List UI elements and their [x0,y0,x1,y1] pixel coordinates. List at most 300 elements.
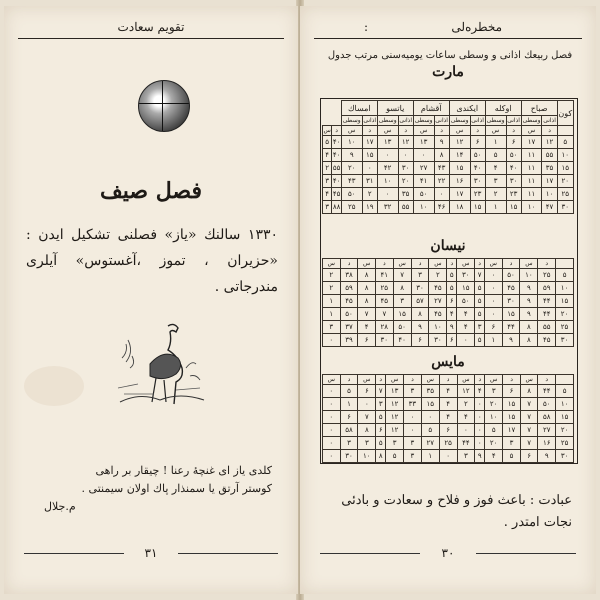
table-cell: ۱ [485,334,502,347]
unit-cell: س [358,375,376,385]
table-cell: ۰ [323,437,341,450]
table-cell: ۳ [323,201,332,214]
table-cell: ۶ [439,424,457,437]
table-cell: ۶ [520,450,537,463]
table-cell: ۱۵ [503,411,521,424]
unit-cell: د [503,375,521,385]
table-cell: ۹ [538,450,556,463]
table-cell: ۰ [485,282,502,295]
table-cell: ۴۱ [375,269,393,282]
table-cell: ۱ [340,398,358,411]
table-cell: ۲۵ [341,201,362,214]
table-cell: ۶ [470,136,485,149]
table-title: فصل ربیعك اذانی و وسطی ساعات يومیه‌سنی مرتب جدول [327,50,573,61]
table-cell: ۱۶ [538,437,556,450]
unit-cell: د [439,375,457,385]
table-cell: ۱۰ [413,201,434,214]
table-cell: ۴۵ [340,295,358,308]
table-cell: ۱ [485,136,506,149]
unit-cell: د [538,259,556,269]
table-cell: ۴۰ [470,162,485,175]
table-cell: ۵۰ [340,308,358,321]
table-cell: ۵ [485,424,503,437]
table-cell: ۴۶ [434,201,449,214]
poem-block [34,462,272,516]
table-cell: ۵ [557,136,573,149]
column-header: امساك [341,101,377,116]
table-cell: ۴۴ [538,308,556,321]
right-header-rule [314,38,582,39]
table-cell: ۰ [485,295,502,308]
table-cell: ۴ [439,385,457,398]
table-cell: ۴۵ [502,282,520,295]
table-cell: ۶ [447,334,457,347]
table-cell: ۳۸ [340,269,358,282]
table-cell: ۸ [358,295,375,308]
table-cell: ۸ [358,282,375,295]
table-cell: ۱ [323,295,341,308]
table-cell: ۸ [358,269,375,282]
table-cell: ۱۵ [556,295,574,308]
table-cell: ۲۸ [375,321,393,334]
column-header: آقشام [413,101,449,116]
table-cell: ۰ [475,398,485,411]
season-title: فصل صیف [99,178,202,204]
table-row [323,437,574,450]
table-cell: ۱۰ [341,136,362,149]
table-row [323,385,574,398]
unit-cell: د [411,259,429,269]
unit-cell: د [434,126,449,136]
table-row [323,424,574,437]
unit-cell: س [323,127,331,134]
table-cell: ۵ [376,437,386,450]
table-cell: ۰ [421,411,439,424]
table-cell: ۲۵ [439,437,457,450]
unit-cell: د [404,375,422,385]
table-cell: ۱۵ [362,149,377,162]
sub-label: اذانی [507,117,520,124]
table-cell: ۵ [556,385,574,398]
unit-cell: د [475,259,485,269]
table-cell: ۳ [393,295,411,308]
table-row [323,398,574,411]
table-cell: ۱۲ [457,385,475,398]
crane-illustration-icon [116,318,206,406]
table-cell: ۵ [447,269,457,282]
table-cell: ۴ [323,149,332,162]
table-row [323,282,574,295]
table-cell: ۲۳ [470,188,485,201]
table-cell: ۰ [362,162,377,175]
poem-line: كلدی یاز ای غنچهٔ رعنا ! چیقار بر راهی [95,464,272,477]
table-cell: ۴۳ [434,162,449,175]
table-cell: ۴۴ [502,321,520,334]
sub-label: وسطی [450,117,469,124]
table-cell: ۵۰ [470,149,485,162]
unit-cell [556,259,574,269]
table-cell: ۷ [393,269,411,282]
table-cell: ۳۰ [375,334,393,347]
sub-label: اذانی [363,117,377,124]
unit-cell: س [323,259,341,269]
table-cell: ۳ [340,437,358,450]
table-cell: ۱۰ [556,282,574,295]
unit-cell: س [457,259,475,269]
table-cell: ۴ [358,321,375,334]
unit-cell: س [520,375,537,385]
table-cell: ۰ [323,385,341,398]
table-cell: ۸۸ [332,201,341,214]
table-cell: ۲۷ [429,295,447,308]
table-cell: ۴ [457,321,475,334]
unit-cell: د [447,259,457,269]
table-cell: ۱۰ [557,149,573,162]
table-cell: ۵ [421,424,439,437]
table-cell: ۹ [341,149,362,162]
unit-cell: س [377,126,398,136]
unit-cell: د [506,126,521,136]
table-cell: ۵ [503,450,521,463]
table-cell: ۲۷ [538,424,556,437]
table-cell: ۹ [502,334,520,347]
table-cell: ۲ [323,282,341,295]
unit-cell: س [413,126,434,136]
table-cell: ۵۹ [538,282,556,295]
prayer-table-nisan [322,258,574,347]
table-cell: ۸ [358,424,376,437]
sub-label: اذانی [435,117,448,124]
table-cell: ۴۰ [506,162,521,175]
season-intro: ۱۳۳۰ سالنك «یاز» فصلنی تشكیل ایدن : «حزیران ، تموز ،آغستوس» آیلری مندرجاتی . [26,227,278,295]
table-cell: ۳ [404,437,422,450]
table-cell: ۳۱ [362,175,377,188]
table-cell: ۵۰ [502,269,520,282]
table-cell: ۰ [485,269,502,282]
table-cell: ۱۴ [449,149,470,162]
table-cell: ۰ [475,411,485,424]
sub-label: اذانی [399,117,413,124]
prayer-table-mart [322,100,574,214]
unit-cell: د [340,375,358,385]
table-cell: ۱۲ [386,398,404,411]
unit-cell: س [485,375,503,385]
table-cell: ۲۵ [557,188,573,201]
table-cell: ۱ [323,308,341,321]
table-cell: ۰ [434,188,449,201]
table-cell: ۴۵ [429,282,447,295]
table-cell: ۱۰ [429,321,447,334]
table-cell: ۲۷ [421,437,439,450]
table-cell: ۱۵ [470,201,485,214]
table-cell: ۵۰ [341,188,362,201]
table-cell: ۲۰ [341,162,362,175]
column-header: اوكله [485,101,521,116]
table-cell: ۲۵ [375,282,393,295]
unit-cell: د [502,259,520,269]
table-cell: ۶ [485,321,502,334]
closing-note: عبادت : باعث فوز و فلاح و سعادت و بادئی نجات امتدر . [341,493,572,530]
table-cell: ۱۸ [449,201,470,214]
table-cell: ۶ [506,136,521,149]
table-cell: ۴ [447,308,457,321]
left-header-rule [18,38,284,39]
table-cell: ۳ [411,269,429,282]
table-cell: ۳ [386,437,404,450]
table-cell: ۲۲ [434,175,449,188]
table-cell: ۵۰ [506,149,521,162]
table-cell: ۸ [520,334,538,347]
table-cell: ۴۳ [341,175,362,188]
table-cell: ۱۰ [521,201,542,214]
table-cell: ۱۲ [386,411,404,424]
unit-cell [556,375,574,385]
table-row [323,334,574,347]
table-cell: ۵ [386,450,404,463]
table-cell: ۱۳ [377,136,398,149]
table-cell: ۸ [411,308,429,321]
unit-cell: س [386,375,404,385]
table-cell: ۴۴ [538,385,556,398]
unit-cell [557,126,573,136]
table-cell: ۳ [485,175,506,188]
table-cell: ۴ [323,188,332,201]
table-cell: ۶ [447,295,457,308]
column-header: ایكندی [449,101,485,116]
table-cell: ۲ [323,269,341,282]
unit-cell: س [421,375,439,385]
table-cell: ۱۵ [457,282,475,295]
unit-cell: س [485,259,502,269]
table-cell: ۷ [475,269,485,282]
column-header: كون [557,101,573,126]
table-cell: ۴۰ [332,149,341,162]
unit-cell: س [457,375,475,385]
table-cell: ۷ [375,308,393,321]
table-row [323,450,574,463]
table-cell: ۵۵ [538,321,556,334]
table-cell: ۱۳ [386,385,404,398]
column-header: صباح [521,101,557,116]
table-cell: ۱۷ [362,136,377,149]
table-cell: ۱۵ [502,308,520,321]
table-cell: ۱۱ [521,162,542,175]
table-cell: ۶ [376,424,386,437]
table-cell: ۱۲ [398,136,413,149]
table-cell: ۱۰ [377,175,398,188]
table-cell: ۷ [358,411,376,424]
table-row [323,162,574,175]
table-cell: ۵ [340,385,358,398]
month-label-mayis: مایس [431,354,465,370]
table-cell: ۳۰ [411,282,429,295]
table-row [323,149,574,162]
table-cell: ۵ [376,411,386,424]
table-cell: ۴۰ [393,334,411,347]
table-cell: ۸ [434,149,449,162]
unit-cell: د [398,126,413,136]
right-running-header: مخطره‌لی [451,20,502,34]
table-cell: ۲۵ [538,269,556,282]
table-cell: ۸ [520,385,537,398]
table-cell: ۷ [520,411,537,424]
table-cell: ۲۳ [506,188,521,201]
left-running-header: تقویم سعادت [117,20,185,34]
table-cell: ۳ [376,398,386,411]
unit-cell: د [475,375,485,385]
table-cell: ۳۷ [340,321,358,334]
table-cell: ۱۱ [521,175,542,188]
table-cell: ۱ [421,450,439,463]
table-cell: ۹ [520,282,538,295]
table-cell: ۶ [411,334,429,347]
table-cell: ۸ [393,282,411,295]
table-cell: ۴۰ [332,175,341,188]
poem-signature: م.جلال [44,500,76,513]
table-cell: ۷ [520,437,537,450]
table-cell: ۲۰ [398,175,413,188]
table-cell: ۵۰ [457,295,475,308]
table-cell: ۵ [485,149,506,162]
table-row [323,269,574,282]
table-cell: ۹ [520,295,538,308]
table-cell: ۳ [485,385,503,398]
month-label-mart: مارت [432,64,464,80]
table-cell: ۰ [323,424,341,437]
table-cell: ۴ [485,450,503,463]
table-cell: ۰ [404,411,422,424]
table-cell: ۳۰ [429,334,447,347]
table-cell: ۵ [475,308,485,321]
sub-label: اذانی [471,117,484,124]
table-cell: ۰ [377,149,398,162]
table-cell: ۵ [447,282,457,295]
table-cell: ۵۰ [413,188,434,201]
table-cell: ۱۲ [386,424,404,437]
table-row [323,175,574,188]
table-cell: ۰ [439,450,457,463]
table-cell: ۳۰ [470,175,485,188]
table-cell: ۳۵ [398,188,413,201]
unit-cell: س [341,126,362,136]
prayer-table-mayis [322,374,574,463]
table-cell: ۰ [404,424,422,437]
table-cell: ۱۷ [521,136,542,149]
table-cell: ۹ [447,321,457,334]
table-cell: ۵۵ [542,149,557,162]
table-cell: ۲ [485,188,506,201]
table-cell: ۰ [475,424,485,437]
table-cell: ۴ [475,385,485,398]
table-cell: ۱ [485,201,506,214]
unit-cell: د [340,259,358,269]
table-cell: ۱۰ [520,269,538,282]
table-cell: ۶ [340,411,358,424]
table-cell: ۱۲ [449,136,470,149]
table-cell: ۳۹ [340,334,358,347]
table-cell: ۲۰ [485,398,503,411]
table-row [323,411,574,424]
table-row [323,188,574,201]
table-cell: ۵ [475,295,485,308]
table-row [323,308,574,321]
table-cell: ۳۰ [457,269,475,282]
table-cell: ۲۵ [556,321,574,334]
table-cell: ۶ [358,334,375,347]
table-cell: ۴۱ [413,175,434,188]
unit-cell: د [362,126,377,136]
table-cell: ۳ [323,321,341,334]
table-cell: ۲۰ [485,437,503,450]
table-cell: ۲ [457,398,475,411]
sub-label: اذانی [543,117,556,124]
left-page-number: ۳۱ [144,546,158,560]
table-cell: ۰ [485,308,502,321]
table-row [323,295,574,308]
table-cell: ۲۷ [413,162,434,175]
unit-cell: د [375,259,393,269]
unit-cell: س [429,259,447,269]
unit-cell: س [393,259,411,269]
table-cell: ۲۰ [557,175,573,188]
table-cell: ۱۰ [358,450,376,463]
table-cell: ۳۲ [377,201,398,214]
table-cell: ۱۵ [393,308,411,321]
table-row [323,321,574,334]
unit-cell: د [538,375,556,385]
table-cell: ۴۵ [538,334,556,347]
table-cell: ۴۵ [332,188,341,201]
table-cell: ۱۶ [449,175,470,188]
table-cell: ۷ [520,424,537,437]
table-cell: ۳ [475,321,485,334]
table-row [323,136,574,149]
table-cell: ۴ [439,398,457,411]
table-cell: ۳ [457,450,475,463]
table-cell: ۵۷ [411,295,429,308]
table-cell: ۸ [520,321,538,334]
table-cell: ۱۵ [503,398,521,411]
table-cell: ۹ [520,308,538,321]
table-cell: ۴۴ [457,437,475,450]
table-cell: ۱۲ [542,136,557,149]
unit-cell: س [485,126,506,136]
month-label-nisan: نیسان [430,238,466,254]
table-cell: ۰ [475,437,485,450]
table-cell: ۴۵ [375,295,393,308]
table-cell: ۴۰ [332,136,341,149]
table-cell: ۴ [439,411,457,424]
table-cell: ۴ [485,162,506,175]
table-cell: ۱۵ [421,398,439,411]
table-cell: ۲ [429,269,447,282]
sub-label: وسطی [486,117,505,124]
unit-cell: س [520,259,538,269]
table-cell: ۴۷ [542,201,557,214]
table-cell: ۲۵ [556,437,574,450]
globe-icon [138,80,190,132]
table-cell: ۱۵ [449,162,470,175]
table-cell: ۳ [503,437,521,450]
table-cell: ۸ [376,450,386,463]
table-cell: ۰ [377,188,398,201]
table-cell: ۲۰ [556,308,574,321]
table-cell: ۷ [376,385,386,398]
left-page [4,6,298,594]
table-cell: ۱۷ [503,424,521,437]
table-cell: ۳۵ [542,162,557,175]
table-cell: ۳ [404,450,422,463]
